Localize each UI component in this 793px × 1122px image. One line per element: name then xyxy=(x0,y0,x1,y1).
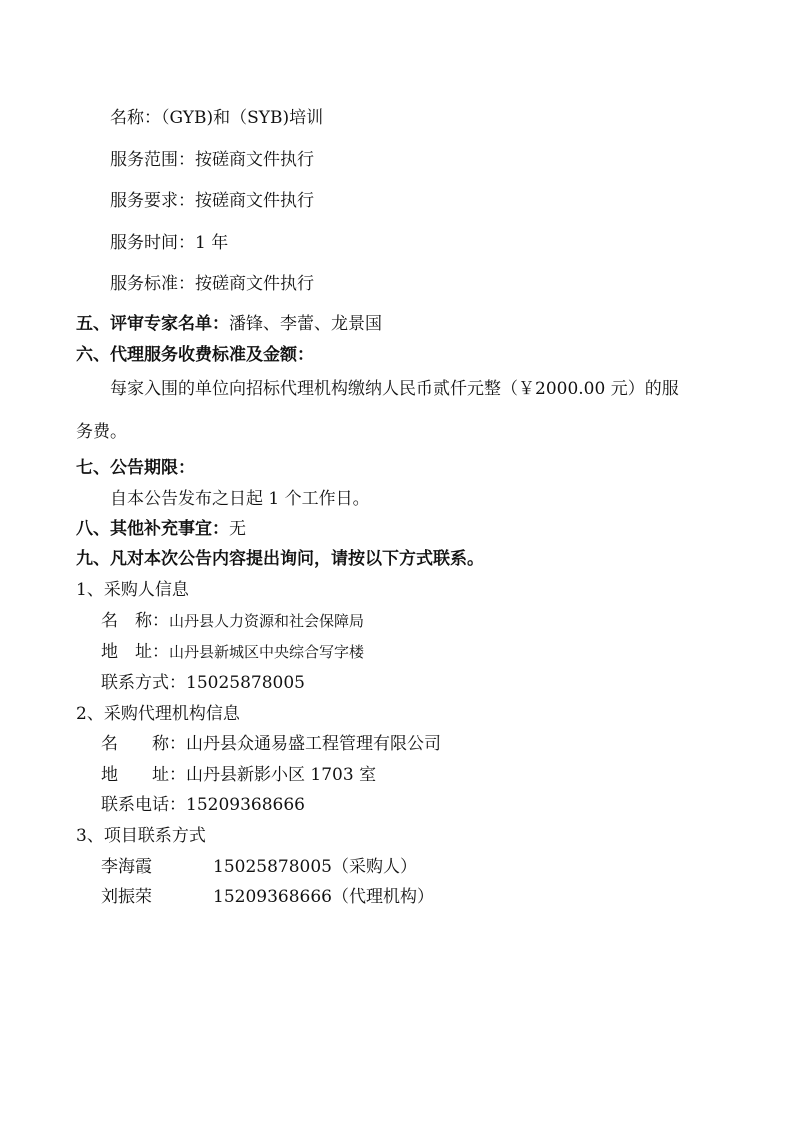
purchaser-address-line xyxy=(101,641,364,663)
section5-line xyxy=(76,313,382,335)
contact-row xyxy=(101,886,434,908)
section7-text: 自本公告发布之日起 1 个工作日。 xyxy=(110,489,370,509)
contact-info: 15025878005（采购人） xyxy=(213,857,417,877)
contact-row xyxy=(101,856,417,878)
purchaser-name-label: 名 称： xyxy=(101,611,169,631)
section8-heading: 八、其他补充事宜： xyxy=(76,519,229,539)
agency-address-line xyxy=(101,764,376,786)
service-requirements: 服务要求：按磋商文件执行 xyxy=(110,191,314,211)
section8-value: 无 xyxy=(229,519,246,539)
purchaser-address-value: 山丹县新城区中央综合写字楼 xyxy=(169,643,365,661)
section6-text-line1: 每家入围的单位向招标代理机构缴纳人民币贰仟元整（￥2000.00 元）的服 xyxy=(110,379,679,399)
agency-name-label: 名 称： xyxy=(101,734,186,754)
agency-heading: 2、采购代理机构信息 xyxy=(76,704,240,724)
section8-line xyxy=(76,518,246,540)
agency-phone: 联系电话：15209368666 xyxy=(101,795,305,815)
purchaser-heading: 1、采购人信息 xyxy=(76,580,189,600)
service-scope: 服务范围：按磋商文件执行 xyxy=(110,150,314,170)
project-contact-heading: 3、项目联系方式 xyxy=(76,826,206,846)
agency-name-value: 山丹县众通易盛工程管理有限公司 xyxy=(186,734,441,754)
contact-info: 15209368666（代理机构） xyxy=(213,887,434,907)
purchaser-address-label: 地 址： xyxy=(101,642,169,662)
section9-heading: 九、凡对本次公告内容提出询问，请按以下方式联系。 xyxy=(76,549,484,569)
agency-address-label: 地 址： xyxy=(101,765,186,785)
purchaser-name-value: 山丹县人力资源和社会保障局 xyxy=(169,612,365,630)
service-standard: 服务标准：按磋商文件执行 xyxy=(110,274,314,294)
purchaser-contact: 联系方式：15025878005 xyxy=(101,673,305,693)
service-name: 名称：（GYB)和（SYB)培训 xyxy=(110,108,324,128)
section6-heading: 六、代理服务收费标准及金额： xyxy=(76,345,314,365)
service-period: 服务时间：1 年 xyxy=(110,233,229,253)
agency-name-line xyxy=(101,733,441,755)
agency-address-value: 山丹县新影小区 1703 室 xyxy=(186,765,377,785)
section6-text-line2: 务费。 xyxy=(76,422,127,442)
section5-heading: 五、评审专家名单： xyxy=(76,314,229,334)
section5-value: 潘锋、李蕾、龙景国 xyxy=(229,314,382,334)
contact-name: 刘振荣 xyxy=(101,887,152,907)
contact-name: 李海霞 xyxy=(101,857,152,877)
section7-heading: 七、公告期限： xyxy=(76,458,195,478)
purchaser-name-line xyxy=(101,610,364,632)
